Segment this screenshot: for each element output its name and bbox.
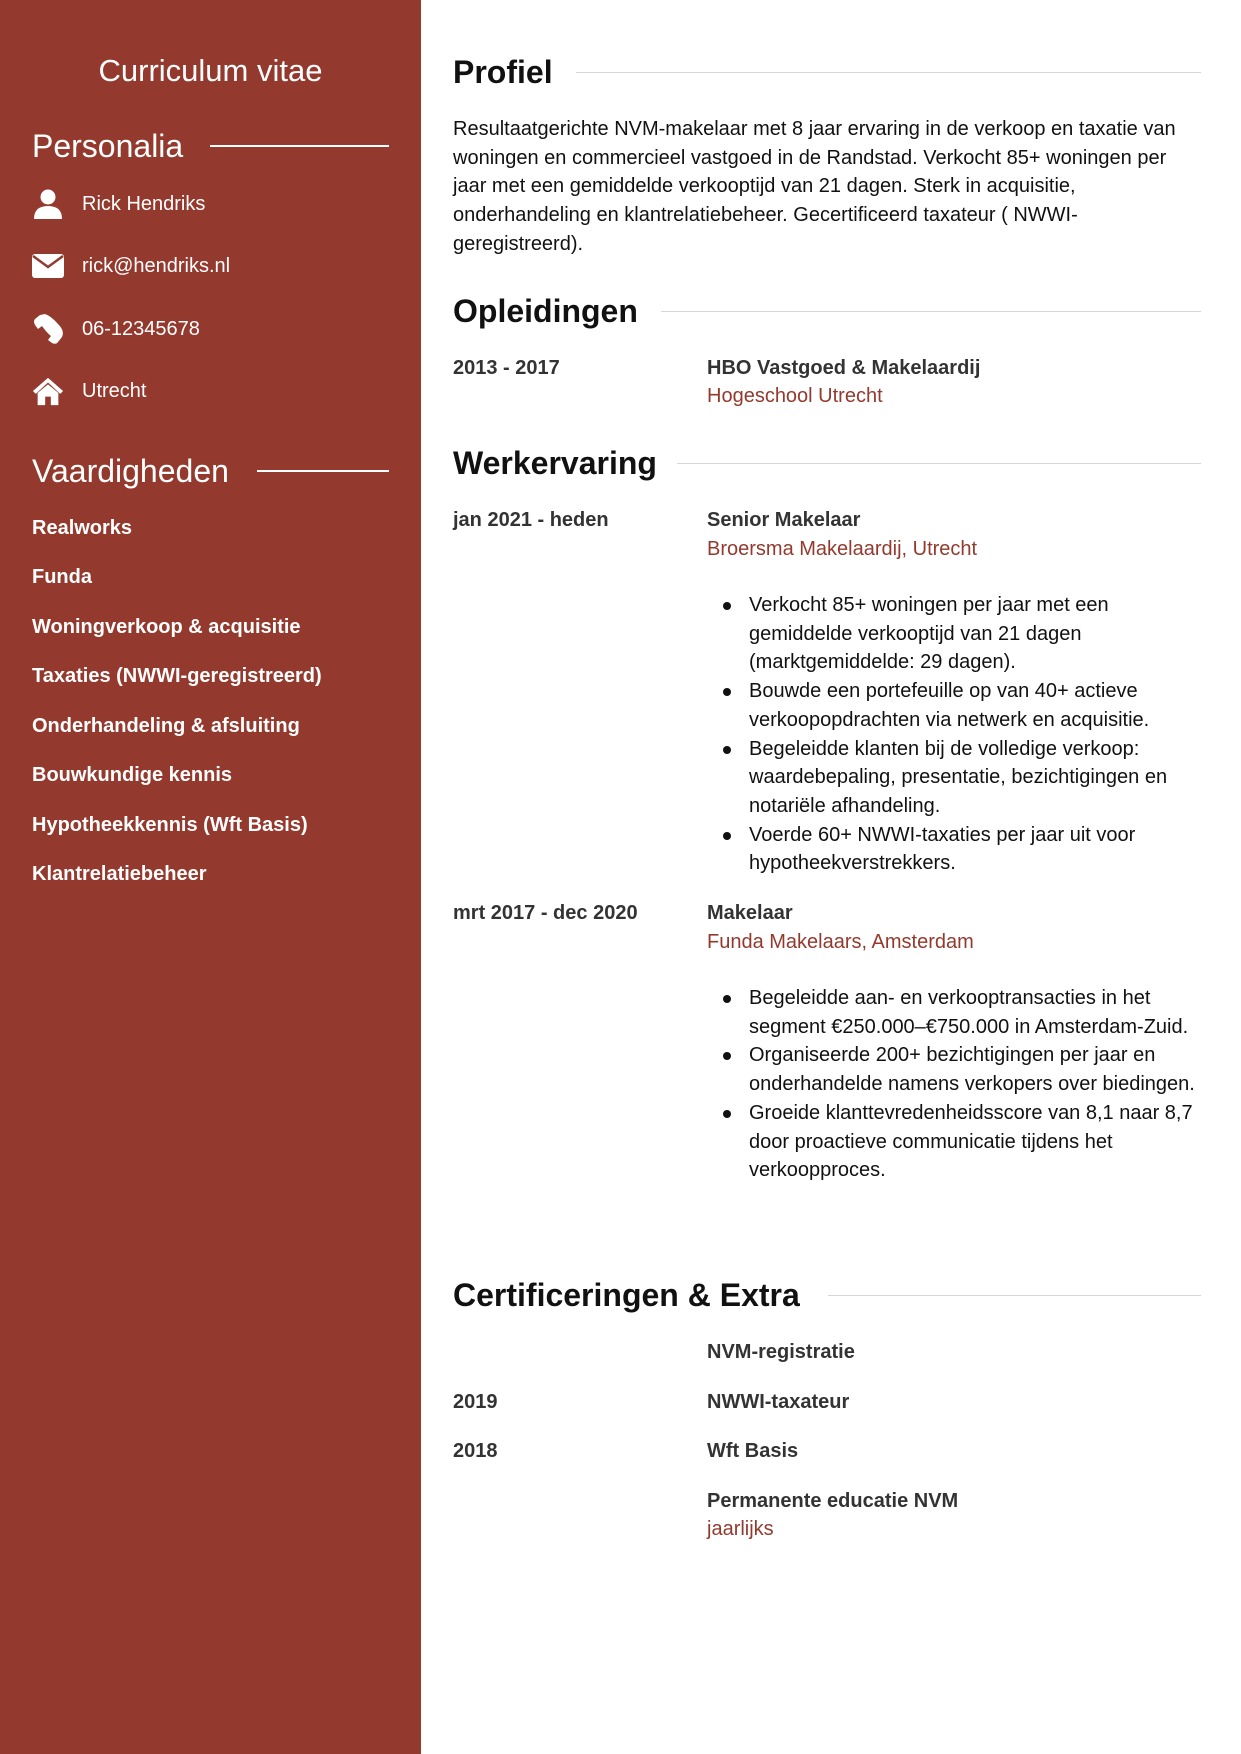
profile-text: Resultaatgerichte NVM-makelaar met 8 jaar ervaring in de verkoop en taxatie van woningen en commercieel vastgoed in de Randstad. Verkocht 85+ woningen per jaar met een gemiddelde verkooptijd van 21 dagen. Sterk in acquisitie, onderhandeling en klantrelatiebeheer. Gecertificeerd taxateur ( NWWI-geregistreerd). [453, 118, 1176, 255]
contact-phone-text[interactable]: 06-12345678 [82, 318, 200, 340]
skill-item: Realworks [32, 517, 133, 539]
cert-title: Permanente educatie NVM [707, 1490, 959, 1512]
skill-item: Taxaties (NWWI-geregistreerd) [32, 665, 322, 687]
skill-item: Hypotheekkennis (Wft Basis) [32, 814, 308, 836]
contact-name-text: Rick Hendriks [82, 193, 206, 215]
job-achievements [707, 984, 1212, 1185]
education-heading: Opleidingen [453, 293, 638, 329]
list-item: Begeleidde klanten bij de volledige verkoop: waardebepaling, presentatie, bezichtigingen en notariële afhandeling. [707, 735, 1212, 821]
skill-item: Woningverkoop & acquisitie [32, 616, 301, 638]
list-item: Voerde 60+ NWWI-taxaties per jaar uit voor hypotheekverstrekkers. [707, 821, 1212, 878]
job-employer: Broersma Makelaardij, Utrecht [707, 538, 978, 560]
skills-divider [257, 470, 389, 472]
cert-title: NWWI-taxateur [707, 1391, 850, 1413]
list-item: Verkocht 85+ woningen per jaar met een gemiddelde verkooptijd van 21 dagen (marktgemiddelde: 29 dagen). [707, 591, 1212, 677]
skill-item: Klantrelatiebeheer [32, 863, 207, 885]
education-title: HBO Vastgoed & Makelaardij [707, 357, 981, 379]
cert-date: 2019 [453, 1391, 498, 1413]
personalia-divider [210, 145, 389, 147]
phone-icon [32, 313, 64, 345]
experience-heading: Werkervaring [453, 445, 657, 481]
skill-item: Onderhandeling & afsluiting [32, 715, 300, 737]
cert-frequency: jaarlijks [707, 1518, 774, 1540]
home-icon [32, 375, 64, 407]
contact-city [32, 373, 146, 409]
skills-heading: Vaardigheden [32, 453, 229, 489]
experience-divider [677, 463, 1201, 464]
education-school: Hogeschool Utrecht [707, 385, 883, 407]
list-item: Bouwde een portefeuille op van 40+ actieve verkoopopdrachten via netwerk en acquisitie. [707, 677, 1212, 734]
cert-title: NVM-registratie [707, 1341, 855, 1363]
main-content [421, 0, 1241, 1754]
job-title: Senior Makelaar [707, 509, 861, 531]
profile-divider [576, 72, 1201, 73]
contact-name [32, 186, 205, 222]
list-item: Groeide klanttevredenheidsscore van 8,1 naar 8,7 door proactieve communicatie tijdens het verkoopproces. [707, 1099, 1212, 1185]
skill-item: Funda [32, 566, 92, 588]
personalia-heading: Personalia [32, 128, 184, 164]
envelope-icon [32, 250, 64, 282]
list-item: Organiseerde 200+ bezichtigingen per jaar en onderhandelde namens verkopers over biedingen. [707, 1041, 1212, 1098]
cv-title: Curriculum vitae [98, 53, 323, 88]
profile-heading: Profiel [453, 54, 553, 90]
job-employer: Funda Makelaars, Amsterdam [707, 931, 974, 953]
cert-date: 2018 [453, 1440, 498, 1462]
skill-item: Bouwkundige kennis [32, 764, 233, 786]
job-date: mrt 2017 - dec 2020 [453, 902, 638, 924]
cert-title: Wft Basis [707, 1440, 799, 1462]
list-item: Begeleidde aan- en verkooptransacties in het segment €250.000–€750.000 in Amsterdam-Zuid. [707, 984, 1212, 1041]
sidebar [0, 0, 421, 1754]
education-date: 2013 - 2017 [453, 357, 560, 379]
certifications-divider [828, 1295, 1201, 1296]
user-icon [32, 188, 64, 220]
contact-city-text: Utrecht [82, 380, 147, 402]
contact-email-text[interactable]: rick@hendriks.nl [82, 255, 231, 277]
contact-phone[interactable] [32, 311, 200, 347]
education-divider [661, 311, 1201, 312]
job-achievements [707, 591, 1212, 878]
job-date: jan 2021 - heden [453, 509, 609, 531]
certifications-heading: Certificeringen & Extra [453, 1277, 800, 1313]
job-title: Makelaar [707, 902, 793, 924]
contact-email[interactable] [32, 248, 230, 284]
